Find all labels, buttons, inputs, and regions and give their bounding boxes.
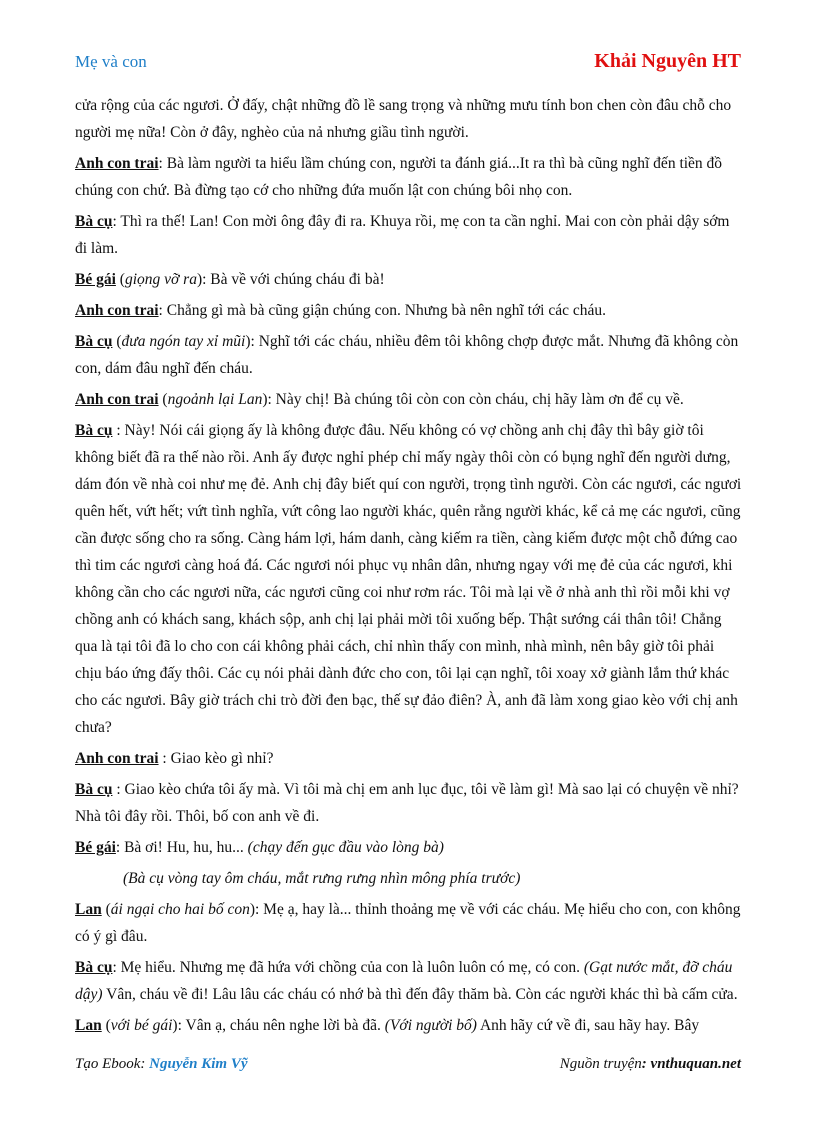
dialogue-line: Lan (với bé gái): Vân ạ, cháu nên nghe lời bà đã. (Với người bố) Anh hãy cứ về đi, sau hãy hay. Bây [75, 1017, 700, 1034]
dialogue-text: : Vân ạ, cháu nên nghe lời bà đã. [177, 1017, 385, 1034]
stage-direction: ái ngại cho hai bố con [110, 901, 250, 918]
stage-direction: (Gạt nước mắt, đỡ cháu dậy) [75, 959, 733, 1003]
ebook-creator: Nguyễn Kim Vỹ [149, 1056, 248, 1072]
dialogue-line: Anh con trai (ngoảnh lại Lan): Này chị! Bà chúng tôi còn con còn cháu, chị hãy làm ơn để cụ về. [75, 391, 684, 408]
book-title: Mẹ và con [75, 52, 147, 71]
dialogue-text: : Bà làm người ta hiểu lầm chúng con, người ta đánh giá...It ra thì bà cũng nghĩ đến tiền đồ chúng con chứ. Bà đừng tạo cớ cho những đứa muốn lật con chúng bôi nhọ con. [75, 155, 723, 199]
stage-direction-line [75, 865, 743, 892]
dialogue-text: : Bà về với chúng cháu đi bà! [202, 271, 385, 288]
speaker-name: Lan [75, 901, 102, 918]
dialogue-line [75, 297, 743, 324]
speaker-name: Bé gái [75, 839, 116, 856]
dialogue-text: : Giao kèo chứa tôi ấy mà. Vì tôi mà chị em anh lục đục, tôi về làm gì! Mà sao lại có chuyện về nhỉ? Nhà tôi đây rồi. Thôi, bố con anh về đi. [75, 781, 739, 825]
speaker-name: Anh con trai [75, 155, 159, 172]
speaker-name: Bé gái [75, 271, 116, 288]
dialogue-line [75, 417, 743, 741]
speaker-name: Anh con trai [75, 302, 159, 319]
dialogue-text: : Chẳng gì mà bà cũng giận chúng con. Nhưng bà nên nghĩ tới các cháu. [158, 302, 607, 319]
speaker-name: Lan [75, 1017, 102, 1034]
stage-direction: với bé gái [110, 1017, 173, 1034]
dialogue-line: Bé gái (giọng vỡ ra): Bà về với chúng cháu đi bà! [75, 271, 385, 288]
ebook-credit: Tạo Ebook: Nguyễn Kim Vỹ [75, 1056, 248, 1072]
speaker-name: Bà cụ [75, 422, 113, 439]
dialogue-text: Vân, cháu về đi! Lâu lâu các cháu có nhớ bà thì đến đây thăm bà. Còn các người khác thì bà cấm cửa. [102, 986, 738, 1003]
page-footer [75, 1056, 741, 1076]
speaker-name: Bà cụ [75, 959, 113, 976]
dialogue-text: : Thì ra thế! Lan! Con mời ông đây đi ra. Khuya rồi, mẹ con ta cần nghỉ. Mai con còn phải dậy sớm đi làm. [75, 213, 730, 257]
speaker-name: Anh con trai [75, 391, 159, 408]
source-credit-label: Nguồn truyện [559, 1056, 642, 1072]
dialogue-text: : Nghĩ tới các cháu, nhiều đêm tôi không chợp được mắt. Nhưng đã không còn con, dám đâu nghĩ đến cháu. [75, 333, 739, 377]
page-header [75, 50, 741, 76]
stage-direction: (Bà cụ vòng tay ôm cháu, mắt rưng rưng nhìn mông phía trước) [123, 870, 521, 887]
stage-direction: (chạy đến gục đầu vào lòng bà) [247, 839, 444, 856]
dialogue-text: Anh hãy cứ về đi, sau hãy hay. Bây [476, 1017, 700, 1034]
dialogue-line [75, 745, 743, 772]
dialogue-text: : Mẹ ạ, hay là... thỉnh thoảng mẹ về với các cháu. Mẹ hiểu cho con, con không có ý gì đâu. [75, 901, 741, 945]
dialogue-line [75, 834, 743, 861]
source-credit: Nguồn truyện: vnthuquan.net [559, 1056, 741, 1072]
dialogue-text: : Này! Nói cái giọng ấy là không được đâu. Nếu không có vợ chồng anh chị đây thì bây giờ tôi không biết đã ra thế nào rồi. Anh ấy được nghỉ phép chỉ mấy ngày thôi còn có bụng nghĩ đến người dưng, dám đón về nhà coi như mẹ đẻ. Anh chị đây biết quí con người, trọng tình người. Còn các ngươi, các ngươi quên hết, vứt hết; vứt tình nghĩa, vứt công lao người khác, quên rằng người khác, kể cả mẹ các ngươi, cũng cần được sống cho ra sống. Càng hám lợi, hám danh, càng kiếm ra tiền, càng kiếm được một chỗ đứng cao thì tim các ngươi càng hoá đá. Các ngươi nói phục vụ nhân dân, nhưng ngay với mẹ đẻ của các ngươi, khi không cần cho các ngươi nữa, các ngươi cũng coi như rơm rác. Tôi mà lại về ở nhà anh thì rồi mỗi khi vợ chồng anh có khách sang, khách sộp, anh chị lại phải mời tôi xuống bếp. Thật sướng cái thân tôi! Chẳng qua là tại tôi đã lo cho con cái không phải cách, chỉ nhìn thấy con mình, nhà mình, nên bây giờ tôi phải chịu báo ứng đấy thôi. Các cụ nói phải dành đức cho con, tôi lại cạn nghĩ, tôi xoay xở giành lắm thứ khác cho các ngươi. Bây giờ trách chi trò đời đen bạc, thế sự đảo điên? À, anh đã làm xong giao kèo với chị anh chưa? [75, 422, 742, 736]
dialogue-line [75, 954, 743, 1008]
speaker-name: Anh con trai [75, 750, 159, 767]
dialogue-line [75, 150, 743, 204]
document-body [75, 92, 743, 1043]
stage-direction: ngoảnh lại Lan [167, 391, 263, 408]
dialogue-line [75, 776, 743, 830]
dialogue-line: Bà cụ (đưa ngón tay xỉ mũi): Nghĩ tới các cháu, nhiều đêm tôi không chợp được mắt. Nhưng đã không còn con, dám đâu nghĩ đến cháu. [75, 333, 739, 377]
dialogue-text: : Giao kèo gì nhỉ? [158, 750, 274, 767]
dialogue-line [75, 208, 743, 262]
author-name: Khải Nguyên HT [594, 50, 741, 72]
ebook-credit-label: Tạo Ebook [75, 1056, 141, 1072]
dialogue-text: : Mẹ hiểu. Nhưng mẹ đã hứa với chồng của con là luôn luôn có mẹ, có con. [112, 959, 584, 976]
speaker-name: Bà cụ [75, 213, 113, 230]
dialogue-text: : Bà ơi! Hu, hu, hu... [115, 839, 248, 856]
stage-direction: đưa ngón tay xỉ mũi [121, 333, 246, 350]
dialogue-text: : Này chị! Bà chúng tôi còn con còn cháu, chị hãy làm ơn để cụ về. [267, 391, 684, 408]
paragraph [75, 92, 743, 146]
source-site: vnthuquan.net [650, 1056, 741, 1072]
stage-direction: giọng vỡ ra [124, 271, 197, 288]
dialogue-line: Lan (ái ngại cho hai bố con): Mẹ ạ, hay là... thỉnh thoảng mẹ về với các cháu. Mẹ hiểu cho con, con không có ý gì đâu. [75, 901, 741, 945]
speaker-name: Bà cụ [75, 333, 113, 350]
stage-direction: (Với người bố) [384, 1017, 477, 1034]
paragraph-text: cửa rộng của các ngươi. Ở đấy, chật những đồ lề sang trọng và những mưu tính bon chen còn đâu chỗ cho người mẹ nữa! Còn ở đây, nghèo của nả nhưng giầu tình người. [75, 97, 732, 141]
speaker-name: Bà cụ [75, 781, 113, 798]
